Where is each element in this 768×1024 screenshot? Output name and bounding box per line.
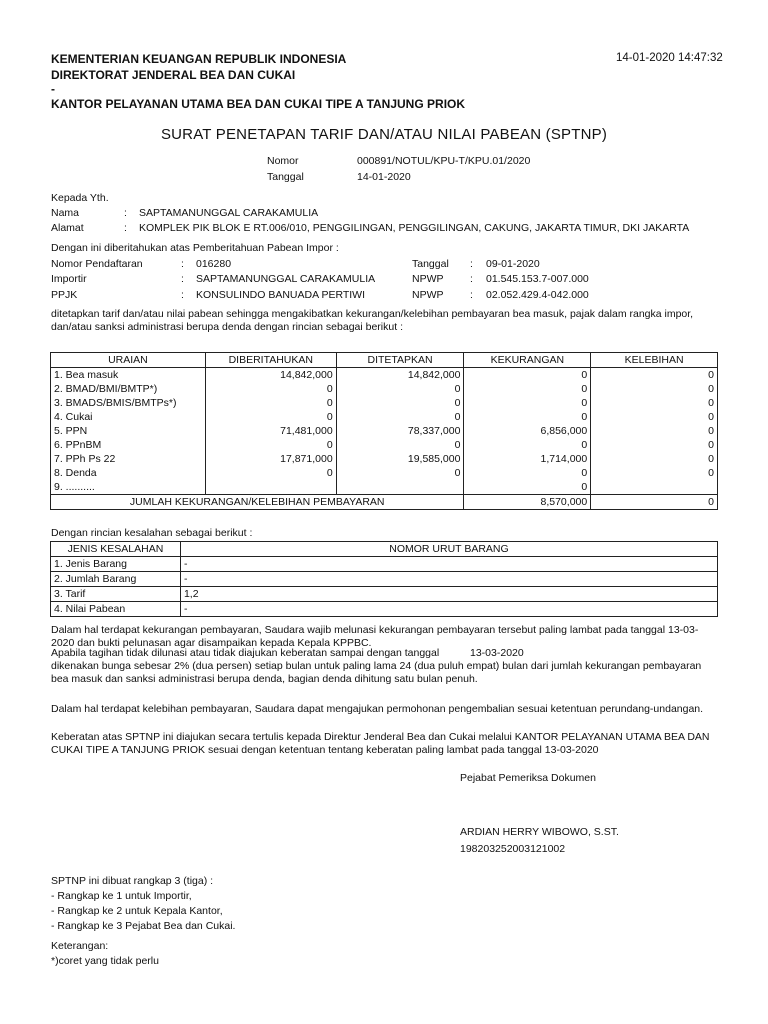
cell-ditetapkan — [336, 480, 464, 495]
cell-kekurangan: 0 — [464, 466, 591, 480]
cell-jenis: 4. Nilai Pabean — [51, 602, 181, 617]
cell-kelebihan: 0 — [591, 438, 718, 452]
signer-nip: 198203252003121002 — [460, 843, 566, 855]
table-row — [51, 382, 718, 396]
tarif-table — [50, 352, 718, 510]
kesalahan-header-row — [51, 542, 718, 557]
ditetapkan-text: ditetapkan tarif dan/atau nilai pabean sehingga mengakibatkan kekurangan/kelebihan pembayaran bea masuk, pajak dalam rangka impor, dan/atau sanksi administrasi berupa denda dengan rincian sebagai berikut : — [51, 308, 694, 333]
cell-diberitahukan: 14,842,000 — [205, 368, 336, 383]
rangkap-2: - Rangkap ke 2 untuk Kepala Kantor, — [51, 905, 223, 917]
kekurangan-paragraph: Dalam hal terdapat kekurangan pembayaran, Saudara wajib melunasi kekurangan pembayaran tersebut paling lambat pada tanggal 13-03-2020 dan bukti pelunasan agar disampaikan kepada Kepala KPPBC. — [51, 624, 699, 649]
cell-ditetapkan: 78,337,000 — [336, 424, 464, 438]
cell-kekurangan: 6,856,000 — [464, 424, 591, 438]
table-row — [51, 410, 718, 424]
cell-jenis: 2. Jumlah Barang — [51, 572, 181, 587]
npwp1-colon: : — [470, 273, 473, 285]
cell-ditetapkan: 0 — [336, 382, 464, 396]
tgl-label: Tanggal — [412, 258, 449, 270]
nopen-value: 016280 — [196, 258, 232, 270]
importir-value: SAPTAMANUNGGAL CARAKAMULIA — [196, 273, 376, 285]
cell-diberitahukan: 0 — [205, 410, 336, 424]
cell-kelebihan: 0 — [591, 368, 718, 383]
total-label: JUMLAH KEKURANGAN/KELEBIHAN PEMBAYARAN — [51, 495, 464, 510]
cell-uraian: 6. PPnBM — [51, 438, 206, 452]
npwp2-colon: : — [470, 289, 473, 301]
npwp2-label: NPWP — [412, 289, 444, 301]
total-row — [51, 495, 718, 510]
nomor-value: 000891/NOTUL/KPU-T/KPU.01/2020 — [357, 155, 531, 167]
cell-ditetapkan: 14,842,000 — [336, 368, 464, 383]
col-kekurangan: KEKURANGAN — [464, 353, 591, 368]
table-row — [51, 557, 718, 572]
table-row — [51, 368, 718, 383]
keterangan-label: Keterangan: — [51, 940, 109, 952]
nomor-label: Nomor — [267, 155, 299, 167]
nopen-label: Nomor Pendaftaran — [51, 258, 143, 270]
kesalahan-intro: Dengan rincian kesalahan sebagai berikut : — [51, 527, 253, 539]
cell-kelebihan: 0 — [591, 466, 718, 480]
cell-nomor: - — [180, 602, 717, 617]
nama-value: SAPTAMANUNGGAL CARAKAMULIA — [139, 207, 319, 219]
kesalahan-table — [50, 541, 718, 617]
directorate-name: DIREKTORAT JENDERAL BEA DAN CUKAI — [51, 68, 296, 82]
importir-colon: : — [181, 273, 184, 285]
cell-diberitahukan: 0 — [205, 438, 336, 452]
signer-role: Pejabat Pemeriksa Dokumen — [460, 772, 596, 784]
cell-ditetapkan: 19,585,000 — [336, 452, 464, 466]
cell-kekurangan: 1,714,000 — [464, 452, 591, 466]
cell-diberitahukan: 0 — [205, 466, 336, 480]
table-row — [51, 602, 718, 617]
cell-nomor: - — [180, 572, 717, 587]
cell-nomor: 1,2 — [180, 587, 717, 602]
signer-name: ARDIAN HERRY WIBOWO, S.ST. — [460, 826, 619, 838]
npwp1-value: 01.545.153.7-007.000 — [486, 273, 589, 285]
ppjk-label: PPJK — [51, 289, 78, 301]
col-jenis: JENIS KESALAHAN — [51, 542, 181, 557]
cell-jenis: 3. Tarif — [51, 587, 181, 602]
tgl-value: 09-01-2020 — [486, 258, 540, 270]
cell-diberitahukan — [205, 480, 336, 495]
ppjk-value: KONSULINDO BANUADA PERTIWI — [196, 289, 366, 301]
cell-uraian: 2. BMAD/BMI/BMTP*) — [51, 382, 206, 396]
nama-colon: : — [124, 207, 127, 219]
npwp2-value: 02.052.429.4-042.000 — [486, 289, 589, 301]
cell-uraian: 8. Denda — [51, 466, 206, 480]
cell-kelebihan: 0 — [591, 396, 718, 410]
total-kekurangan: 8,570,000 — [464, 495, 591, 510]
cell-ditetapkan: 0 — [336, 466, 464, 480]
importir-label: Importir — [51, 273, 87, 285]
kelebihan-paragraph: Dalam hal terdapat kelebihan pembayaran, Saudara dapat mengajukan permohonan pengembalian sesuai ketentuan perundang-undangan. — [51, 703, 704, 715]
cell-uraian: 3. BMADS/BMIS/BMTPs*) — [51, 396, 206, 410]
notice-intro: Dengan ini diberitahukan atas Pemberitahuan Pabean Impor : — [51, 242, 339, 254]
rangkap-1: - Rangkap ke 1 untuk Importir, — [51, 890, 192, 902]
cell-kelebihan: 0 — [591, 382, 718, 396]
table-row — [51, 438, 718, 452]
cell-ditetapkan: 0 — [336, 410, 464, 424]
table-row — [51, 424, 718, 438]
cell-diberitahukan: 71,481,000 — [205, 424, 336, 438]
table-row — [51, 452, 718, 466]
table-row — [51, 396, 718, 410]
tarif-header-row — [51, 353, 718, 368]
total-kelebihan: 0 — [591, 495, 718, 510]
rangkap-3: - Rangkap ke 3 Pejabat Bea dan Cukai. — [51, 920, 236, 932]
cell-kelebihan — [591, 480, 718, 495]
alamat-label: Alamat — [51, 222, 84, 234]
cell-uraian: 5. PPN — [51, 424, 206, 438]
table-row — [51, 466, 718, 480]
rangkap-title: SPTNP ini dibuat rangkap 3 (tiga) : — [51, 875, 214, 887]
cell-diberitahukan: 17,871,000 — [205, 452, 336, 466]
cell-kekurangan: 0 — [464, 368, 591, 383]
office-name: KANTOR PELAYANAN UTAMA BEA DAN CUKAI TIPE A TANJUNG PRIOK — [51, 97, 466, 111]
cell-kelebihan: 0 — [591, 424, 718, 438]
apabila-date: 13-03-2020 — [470, 647, 524, 659]
cell-ditetapkan: 0 — [336, 396, 464, 410]
apabila-text: Apabila tagihan tidak dilunasi atau tidak diajukan keberatan sampai dengan tanggal — [51, 647, 440, 659]
cell-jenis: 1. Jenis Barang — [51, 557, 181, 572]
nama-label: Nama — [51, 207, 80, 219]
nopen-colon: : — [181, 258, 184, 270]
cell-nomor: - — [180, 557, 717, 572]
cell-kelebihan: 0 — [591, 452, 718, 466]
tgl-colon: : — [470, 258, 473, 270]
cell-diberitahukan: 0 — [205, 396, 336, 410]
cell-kekurangan: 0 — [464, 382, 591, 396]
col-nomor-urut: NOMOR URUT BARANG — [180, 542, 717, 557]
cell-kekurangan: 0 — [464, 480, 591, 495]
alamat-value: KOMPLEK PIK BLOK E RT.006/010, PENGGILINGAN, PENGGILINGAN, CAKUNG, JAKARTA TIMUR, DKI JAKARTA — [139, 222, 690, 234]
table-row — [51, 572, 718, 587]
cell-kekurangan: 0 — [464, 396, 591, 410]
cell-uraian: 1. Bea masuk — [51, 368, 206, 383]
col-ditetapkan: DITETAPKAN — [336, 353, 464, 368]
col-diberitahukan: DIBERITAHUKAN — [205, 353, 336, 368]
cell-kelebihan: 0 — [591, 410, 718, 424]
col-uraian: URAIAN — [51, 353, 206, 368]
coret-note: *)coret yang tidak perlu — [51, 955, 159, 967]
tanggal-value: 14-01-2020 — [357, 171, 411, 183]
cell-ditetapkan: 0 — [336, 438, 464, 452]
table-row — [51, 480, 718, 495]
cell-kekurangan: 0 — [464, 438, 591, 452]
bunga-paragraph: dikenakan bunga sebesar 2% (dua persen) setiap bulan untuk paling lama 24 (dua puluh empat) bulan dari jumlah kekurangan pembayaran bea masuk dan sanksi administrasi berupa denda, bagian denda dihitung satu bulan penuh. — [51, 660, 702, 685]
keberatan-paragraph: Keberatan atas SPTNP ini diajukan secara tertulis kepada Direktur Jenderal Bea dan Cukai melalui KANTOR PELAYANAN UTAMA BEA DAN CUKAI TIPE A TANJUNG PRIOK sesuai dengan ketentuan tentang keberatan paling lambat pada tanggal 13-03-2020 — [51, 731, 710, 756]
document-title: SURAT PENETAPAN TARIF DAN/ATAU NILAI PABEAN (SPTNP) — [160, 126, 608, 143]
print-timestamp: 14-01-2020 14:47:32 — [616, 52, 723, 64]
cell-diberitahukan: 0 — [205, 382, 336, 396]
kepada-yth: Kepada Yth. — [51, 192, 109, 204]
ministry-name: KEMENTERIAN KEUANGAN REPUBLIK INDONESIA — [51, 52, 347, 66]
alamat-colon: : — [124, 222, 127, 234]
header-dash: - — [51, 82, 55, 96]
table-row — [51, 587, 718, 602]
cell-uraian: 9. .......... — [51, 480, 206, 495]
cell-uraian: 4. Cukai — [51, 410, 206, 424]
ppjk-colon: : — [181, 289, 184, 301]
tanggal-label: Tanggal — [267, 171, 304, 183]
npwp1-label: NPWP — [412, 273, 444, 285]
cell-uraian: 7. PPh Ps 22 — [51, 452, 206, 466]
cell-kekurangan: 0 — [464, 410, 591, 424]
col-kelebihan: KELEBIHAN — [591, 353, 718, 368]
